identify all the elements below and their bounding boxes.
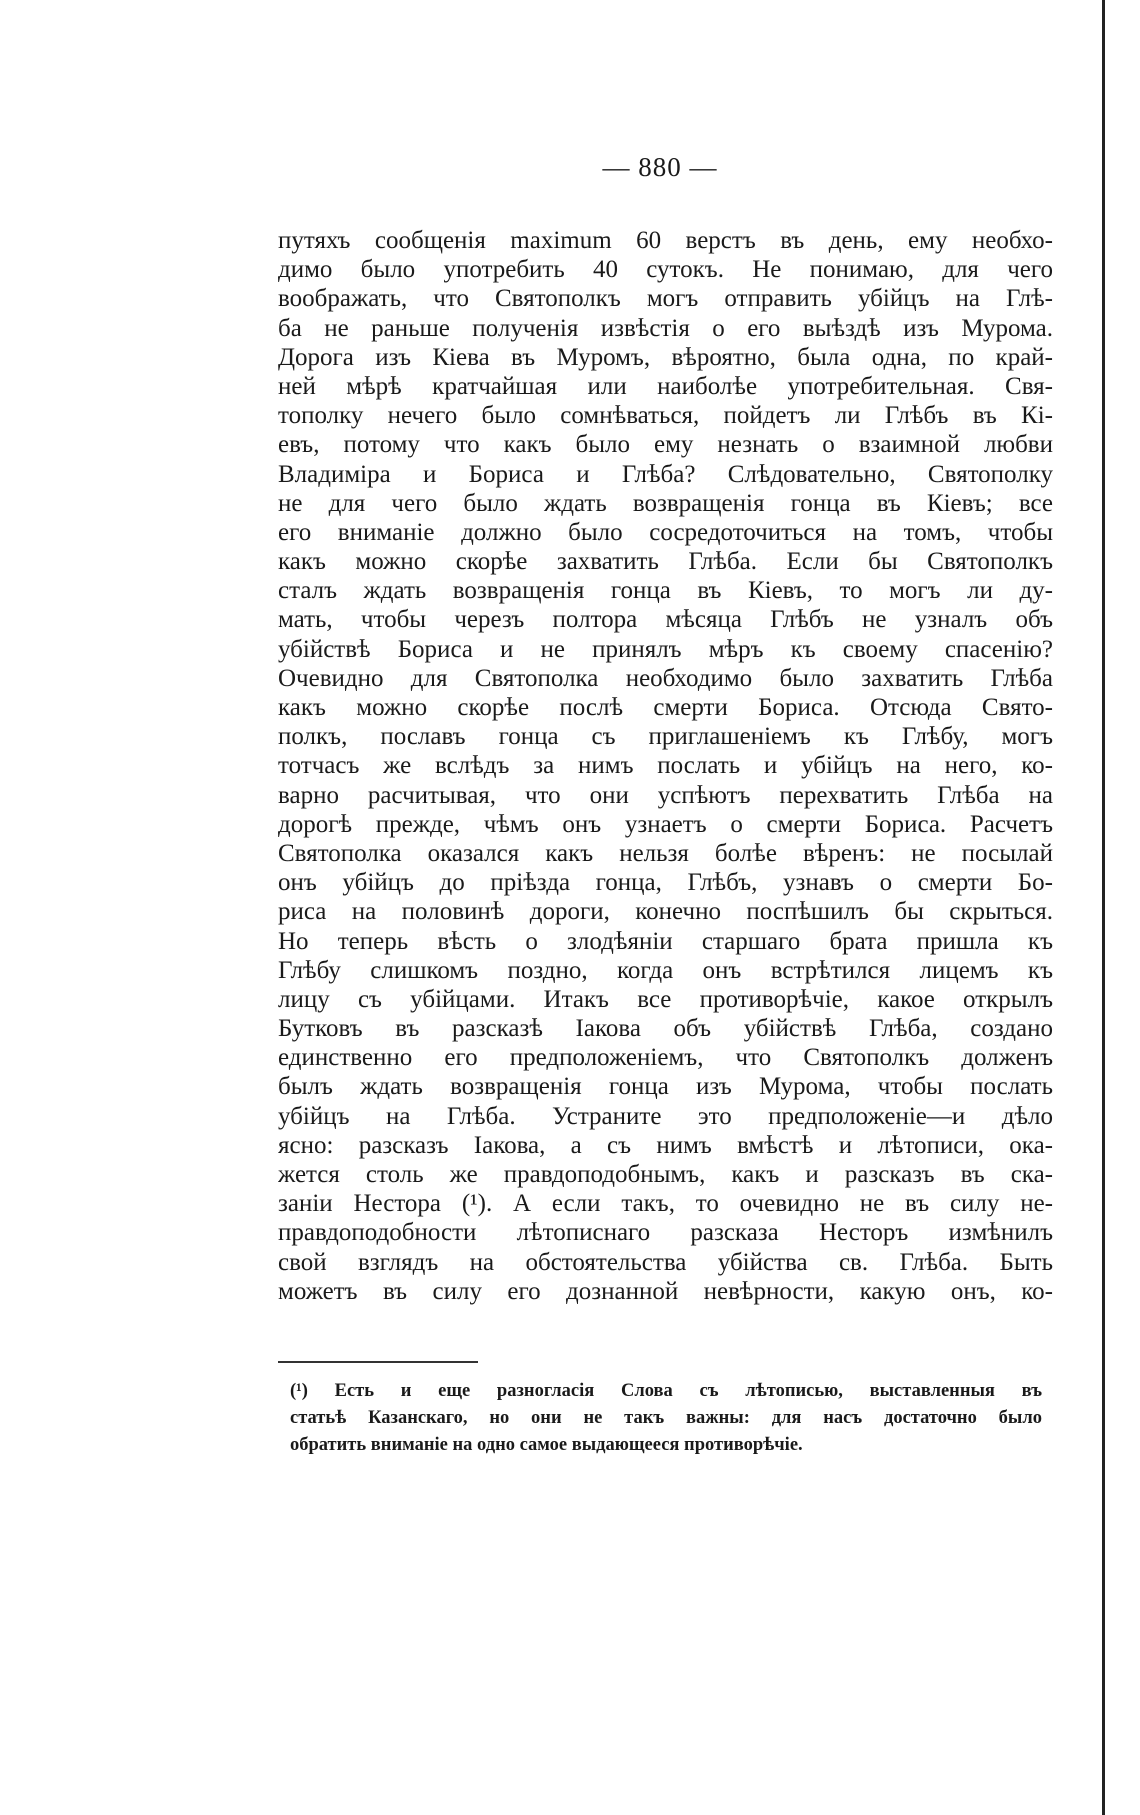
body-line: какъ можно скорѣе захватить Глѣба. Если бы Святополкъ <box>278 548 1053 576</box>
body-line: полкъ, пославъ гонца съ приглашеніемъ къ Глѣбу, могъ <box>278 723 1053 751</box>
body-line: ясно: разсказъ Іакова, а съ нимъ вмѣстѣ и лѣтописи, ока- <box>278 1131 1053 1159</box>
body-line: Владиміра и Бориса и Глѣба? Слѣдовательно, Святополку <box>278 460 1053 488</box>
body-line: тополку нечего было сомнѣваться, пойдетъ ли Глѣбъ въ Кі- <box>278 402 1053 430</box>
body-line: Дорога изъ Кіева въ Муромъ, вѣроятно, была одна, по край- <box>278 343 1053 371</box>
body-line: варно расчитывая, что они успѣютъ перехватить Глѣба на <box>278 781 1053 809</box>
body-line: жется столь же правдоподобнымъ, какъ и разсказъ въ ска- <box>278 1161 1053 1188</box>
body-line: былъ ждать возвращенія гонца изъ Мурома, чтобы послать <box>278 1073 1053 1101</box>
body-line: Но теперь вѣсть о злодѣяніи старшаго брата пришла къ <box>278 927 1053 955</box>
body-line: убійствѣ Бориса и не принялъ мѣръ къ своему спасенію? <box>278 635 1053 663</box>
body-line: тотчасъ же вслѣдъ за нимъ послать и убійцъ на него, ко- <box>278 752 1053 780</box>
body-line: Очевидно для Святополка необходимо было захватить Глѣба <box>278 664 1053 692</box>
body-line: лицу съ убійцами. Итакъ все противорѣчіе, какое открылъ <box>278 985 1053 1013</box>
page-number: — 880 — <box>602 152 718 182</box>
body-line: Бутковъ въ разсказѣ Іакова объ убійствѣ Глѣба, создано <box>278 1015 1053 1043</box>
footnotes <box>290 1378 1042 1459</box>
body-line: мать, чтобы черезъ полтора мѣсяца Глѣбъ не узналъ объ <box>278 606 1053 634</box>
body-line: заніи Нестора (¹). А если такъ, то очевидно не въ силу не- <box>278 1190 1053 1218</box>
body-line: единственно его предположеніемъ, что Святополкъ долженъ <box>278 1044 1053 1072</box>
body-line: путяхъ сообщенія maximum 60 верстъ въ день, ему необхо- <box>278 227 1053 254</box>
body-line: воображать, что Святополкъ могъ отправить убійцъ на Глѣ- <box>278 285 1053 313</box>
body-line: свой взглядъ на обстоятельства убійства св. Глѣба. Быть <box>278 1248 1053 1276</box>
body-line: онъ убійцъ до пріѣзда гонца, Глѣбъ, узнавъ о смерти Бо- <box>278 869 1053 897</box>
body-line: риса на половинѣ дороги, конечно поспѣшилъ бы скрыться. <box>278 898 1053 926</box>
footnote-line: статьѣ Казанскаго, но они не такъ важны: для насъ достаточно было <box>290 1408 1042 1428</box>
body-line: дорогѣ прежде, чѣмъ онъ узнаетъ о смерти Бориса. Расчетъ <box>278 810 1053 838</box>
body-line: не для чего было ждать возвращенія гонца въ Кіевъ; все <box>278 489 1053 517</box>
body-text <box>278 226 1053 1306</box>
page-edge-rule <box>1102 0 1105 1815</box>
body-line: какъ можно скорѣе послѣ смерти Бориса. Отсюда Свято- <box>278 694 1053 721</box>
body-line: правдоподобности лѣтописнаго разсказа Несторъ измѣнилъ <box>278 1219 1053 1247</box>
body-line: сталъ ждать возвращенія гонца въ Кіевъ, то могъ ли ду- <box>278 577 1053 605</box>
body-line: убійцъ на Глѣба. Устраните это предположеніе—и дѣло <box>278 1102 1053 1130</box>
body-line: димо было употребить 40 сутокъ. Не понимаю, для чего <box>278 256 1053 284</box>
body-line: ней мѣрѣ кратчайшая или наиболѣе употребительная. Свя- <box>278 372 1053 400</box>
body-line: его вниманіе должно было сосредоточиться на томъ, чтобы <box>278 518 1053 546</box>
body-line: Святополка оказался какъ нельзя болѣе вѣренъ: не посылай <box>278 839 1053 867</box>
body-line: евъ, потому что какъ было ему незнать о взаимной любви <box>278 431 1053 459</box>
footnote-divider <box>278 1361 478 1363</box>
footnote-line: обратить вниманіе на одно самое выдающееся противорѣчіе. <box>290 1435 803 1455</box>
footnote-line: (¹) Есть и еще разногласія Слова съ лѣтописью, выставленныя въ <box>290 1381 1042 1401</box>
body-line: можетъ въ силу его дознанной невѣрности, какую онъ, ко- <box>278 1277 1053 1305</box>
body-line: ба не раньше полученія извѣстія о его выѣздѣ изъ Мурома. <box>278 314 1053 342</box>
body-line: Глѣбу слишкомъ поздно, когда онъ встрѣтился лицемъ къ <box>278 956 1053 984</box>
